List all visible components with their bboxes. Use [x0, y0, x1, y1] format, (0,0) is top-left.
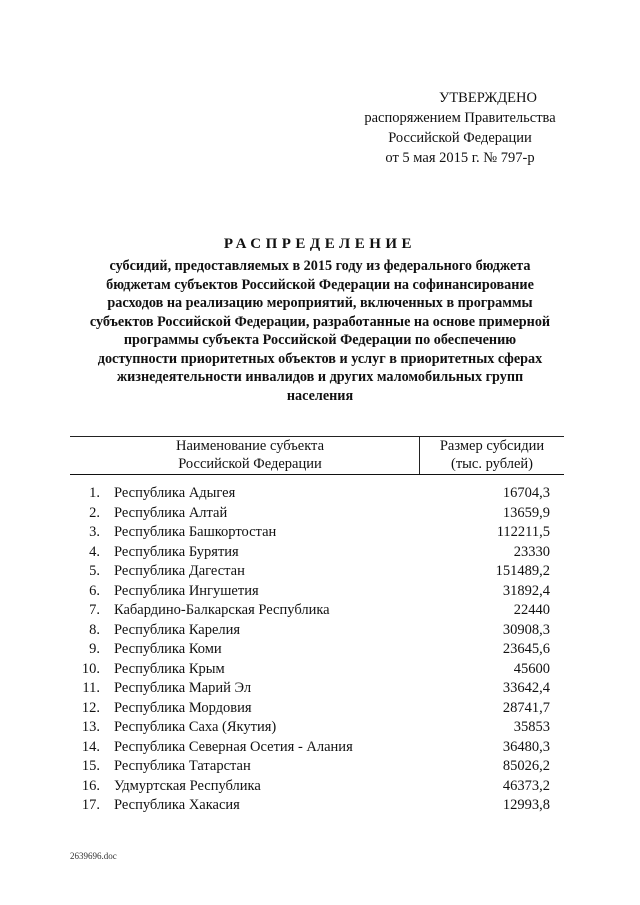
- table-row: [0, 660, 640, 680]
- region-name: Республика Бурятия: [114, 543, 239, 560]
- row-number: 9.: [89, 641, 100, 657]
- subsidy-amount: 30908,3: [502, 621, 550, 638]
- table-row: [0, 484, 640, 504]
- table-row: [0, 699, 640, 719]
- row-number: 7.: [89, 602, 100, 618]
- row-number: 10.: [81, 660, 100, 677]
- subsidy-amount: 33642,4: [502, 680, 550, 696]
- subsidy-amount: 16704,3: [502, 485, 550, 501]
- table-row: [0, 562, 640, 582]
- column-header-name-line1: Наименование субъекта: [175, 438, 325, 454]
- subsidy-amount: 23330: [513, 543, 550, 560]
- table-row: [0, 777, 640, 797]
- approval-title: УТВЕРЖДЕНО: [439, 90, 537, 106]
- subsidy-amount: 85026,2: [502, 758, 550, 774]
- table-row: [0, 504, 640, 524]
- row-number: 1.: [89, 485, 100, 501]
- table-row: [0, 523, 640, 543]
- table-row: [0, 621, 640, 641]
- row-number: 16.: [81, 777, 100, 794]
- row-number: 4.: [89, 543, 100, 560]
- subsidy-amount: 46373,2: [502, 777, 550, 794]
- table-row: [0, 640, 640, 660]
- row-number: 6.: [89, 582, 100, 599]
- row-number: 12.: [81, 699, 100, 716]
- region-name: Республика Марий Эл: [114, 680, 252, 696]
- table-row: [0, 582, 640, 602]
- region-name: Республика Карелия: [114, 621, 241, 638]
- region-name: Республика Крым: [114, 660, 225, 677]
- subsidy-amount: 112211,5: [496, 524, 550, 540]
- region-name: Республика Коми: [114, 641, 222, 657]
- region-name: Республика Татарстан: [114, 758, 251, 774]
- subsidy-amount: 13659,9: [502, 504, 550, 521]
- subsidy-amount: 151489,2: [495, 563, 550, 579]
- region-name: Республика Башкортостан: [114, 524, 277, 540]
- row-number: 5.: [89, 563, 100, 579]
- table-body: [0, 484, 640, 816]
- document-title: [60, 236, 580, 405]
- subsidy-amount: 28741,7: [502, 699, 550, 716]
- document-heading: РАСПРЕДЕЛЕНИЕ: [223, 236, 417, 252]
- table-row: [0, 796, 640, 816]
- region-name: Удмуртская Республика: [114, 777, 261, 794]
- table-header-rule: [70, 474, 564, 475]
- region-name: Кабардино-Балкарская Республика: [114, 602, 330, 618]
- subsidy-amount: 35853: [513, 719, 550, 735]
- region-name: Республика Мордовия: [114, 699, 252, 716]
- region-name: Республика Саха (Якутия): [114, 719, 277, 735]
- table-row: [0, 543, 640, 563]
- approval-authority: распоряжением Правительства: [364, 110, 556, 126]
- region-name: Республика Дагестан: [114, 563, 245, 579]
- region-name: Республика Адыгея: [114, 485, 236, 501]
- approval-stamp: [340, 88, 580, 168]
- row-number: 8.: [89, 621, 100, 638]
- region-name: Республика Северная Осетия - Алания: [114, 738, 353, 755]
- subsidy-amount: 12993,8: [502, 797, 550, 813]
- row-number: 13.: [81, 719, 100, 735]
- subsidy-amount: 45600: [513, 660, 550, 677]
- row-number: 14.: [81, 738, 100, 755]
- row-number: 17.: [81, 797, 100, 813]
- subsidy-amount: 36480,3: [502, 738, 550, 755]
- document-file-id: 2639696.doc: [70, 851, 117, 861]
- approval-date-number: от 5 мая 2015 г. № 797-р: [385, 150, 535, 166]
- column-header-amount-line1: Размер субсидии: [439, 438, 545, 454]
- table-row: [0, 738, 640, 758]
- document-subtitle: субсидий, предоставляемых в 2015 году из федерального бюджета бюджетам субъектов Российской Федерации на софинансирование расходов на реализацию мероприятий, включенных в программы субъектов Российской Федерации, разработанные на основе примерной программы субъекта Российской Федерации по обеспечению доступности приоритетных объектов и услуг в приоритетных сферах жизнедеятельности инвалидов и других маломобильных групп населения: [89, 258, 551, 404]
- subsidy-amount: 31892,4: [502, 582, 550, 599]
- approval-country: Российской Федерации: [388, 130, 532, 146]
- region-name: Республика Хакасия: [114, 797, 240, 813]
- table-column-divider: [419, 436, 420, 474]
- subsidy-amount: 22440: [513, 602, 550, 618]
- table-row: [0, 718, 640, 738]
- subsidy-amount: 23645,6: [502, 641, 550, 657]
- region-name: Республика Ингушетия: [114, 582, 259, 599]
- table-row: [0, 757, 640, 777]
- table-row: [0, 679, 640, 699]
- table-row: [0, 601, 640, 621]
- row-number: 3.: [89, 524, 100, 540]
- region-name: Республика Алтай: [114, 504, 228, 521]
- row-number: 15.: [81, 758, 100, 774]
- row-number: 2.: [89, 504, 100, 521]
- column-header-amount: [422, 437, 562, 473]
- column-header-amount-line2: (тыс. рублей): [451, 456, 533, 472]
- column-header-name-line2: Российской Федерации: [178, 456, 322, 472]
- column-header-name: [90, 437, 410, 473]
- row-number: 11.: [82, 680, 100, 696]
